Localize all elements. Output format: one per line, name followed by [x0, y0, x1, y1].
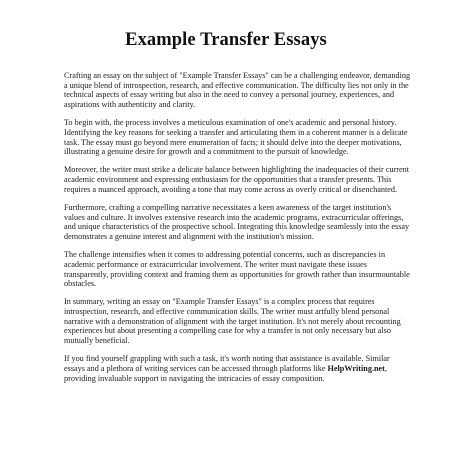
helpwriting-brand: HelpWriting.net — [327, 363, 385, 373]
paragraph-balance: Moreover, the writer must strike a delicate balance between highlighting the inadequacies of their current academic environment and expressing enthusiasm for the opportunities that a transfer presents. This requires a nuanced approach, avoiding a tone that may come across as overly critical or disenchanted. — [64, 165, 410, 194]
paragraph-intro: Crafting an essay on the subject of "Example Transfer Essays" can be a challenging endeavor, demanding a unique blend of introspection, research, and effective communication. The difficulty lies not only in the technical aspects of essay writing but also in the need to convey a personal journey, experiences, and aspirations with authenticity and clarity. — [64, 71, 411, 110]
paragraph-research: Furthermore, crafting a compelling narrative necessitates a keen awareness of the target institution's values and culture. It involves extensive research into the academic programs, extracurricular offerings, and unique characteristics of the prospective school. Integrating this knowledge seamlessly into the essay demonstrates a genuine interest and alignment with the institution's mission. — [64, 202, 410, 242]
paragraph-process: To begin with, the process involves a meticulous examination of one's academic and personal history. Identifying the key reasons for seeking a transfer and articulating them in a coherent manner is a delicate task. The essay must go beyond mere enumeration of facts; it should delve into the deeper motivations, illustrating a genuine desire for growth and a commitment to the pursuit of knowledge. — [64, 118, 408, 157]
paragraph-assistance — [64, 354, 412, 383]
paragraph-summary: In summary, writing an essay on "Example Transfer Essays" is a complex process that requires introspection, research, and effective communication skills. The writer must artfully blend personal narrative with a demonstration of alignment with the target institution. It's not merely about recounting experiences but about presenting a compelling case for why a transfer is not only necessary but also mutually beneficial. — [64, 297, 401, 346]
paragraph-concerns: The challenge intensifies when it comes to addressing potential concerns, such as discrepancies in academic performance or extracurricular involvement. The writer must navigate these issues transparently, providing context and framing them as opportunities for growth rather than insurmountable obstacles. — [64, 250, 410, 289]
assistance-text-after: , providing invaluable support in navigating the intricacies of essay composition. — [64, 363, 387, 383]
document-title: Example Transfer Essays — [125, 30, 327, 50]
document-body — [64, 71, 412, 392]
assistance-text-before: If you find yourself grappling with such a task, it's worth noting that assistance is available. Similar essays and a plethora of writing services can be accessed through platforms like — [64, 354, 390, 373]
